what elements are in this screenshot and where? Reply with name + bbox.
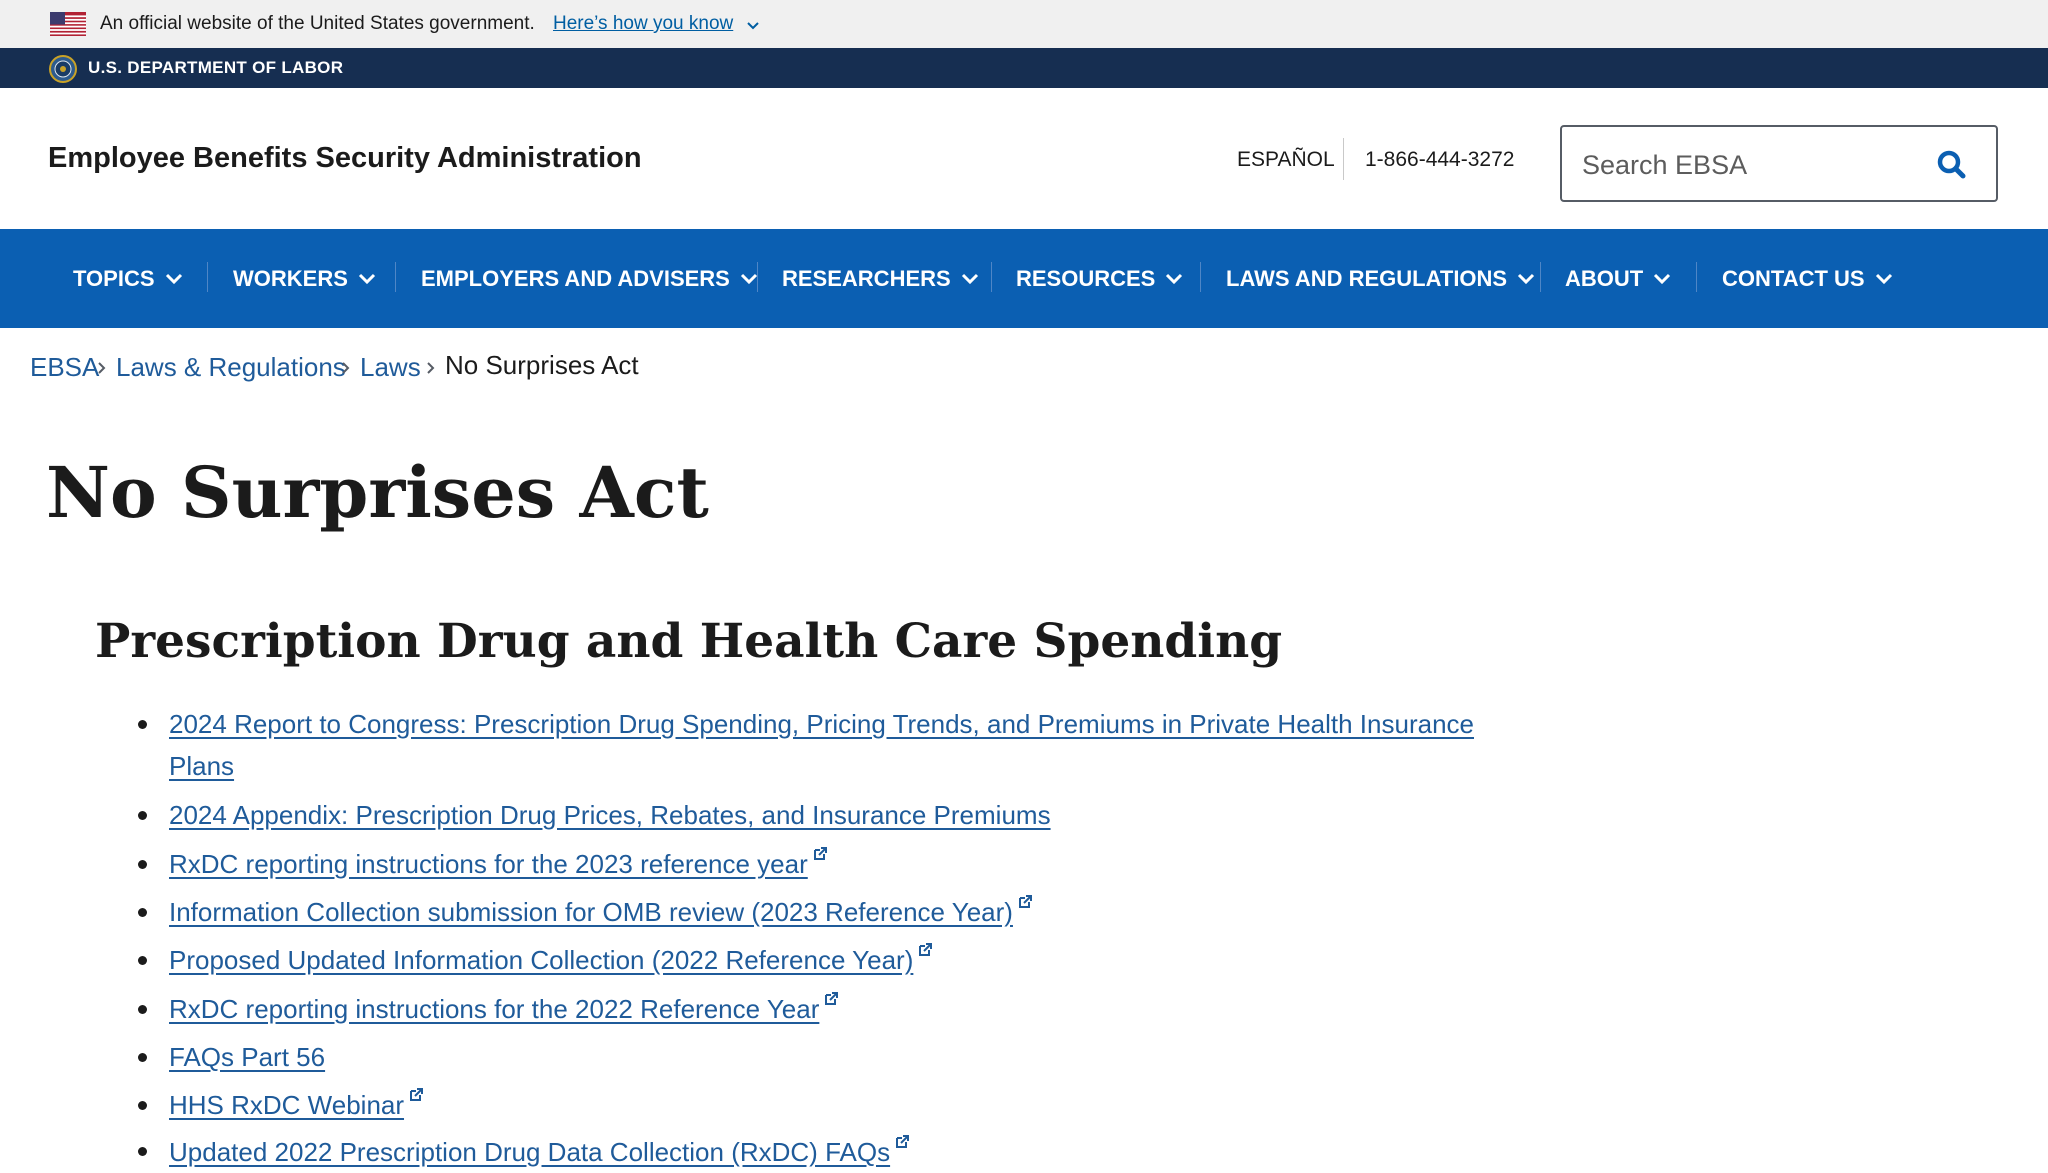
breadcrumb-ebsa[interactable]: EBSA [30,352,100,382]
nav-resources[interactable] [1016,229,1183,328]
header-divider [1343,138,1344,180]
nav-label: EMPLOYERS AND ADVISERS [421,265,730,291]
nav-divider [1696,262,1697,292]
search-icon[interactable] [1932,145,1972,185]
agency-bar [0,48,2048,88]
bullet [138,1053,147,1062]
breadcrumb-current: No Surprises Act [445,350,639,380]
external-link-icon [1016,893,1034,911]
nav-label: RESEARCHERS [782,265,951,291]
agency-name-link[interactable]: U.S. DEPARTMENT OF LABOR [88,58,344,77]
nav-laws-and-regulations[interactable] [1226,229,1535,328]
nav-label: TOPICS [73,265,155,291]
chevron-down-icon [1165,273,1183,285]
nav-label: WORKERS [233,265,348,291]
chevron-down-icon [1653,273,1671,285]
nav-label: CONTACT US [1722,265,1865,291]
link-updated-rxdc-faqs[interactable] [169,1131,911,1173]
nav-divider [757,262,758,292]
bullet [138,811,147,820]
nav-label: RESOURCES [1016,265,1156,291]
nav-topics[interactable] [73,229,183,328]
search-box [1560,125,1998,202]
chevron-down-icon [961,273,979,285]
nav-researchers[interactable] [782,229,979,328]
dol-seal-icon[interactable] [49,55,77,83]
espanol-link[interactable]: ESPAÑOL [1237,148,1335,171]
link-2024-report-to-congress-cont[interactable]: Plans [169,751,235,781]
bullet [138,908,147,917]
nav-workers[interactable] [233,229,376,328]
bullet [138,860,147,869]
external-link-icon [893,1133,911,1151]
link-hhs-rxdc-webinar[interactable] [169,1084,425,1126]
link-label: HHS RxDC Webinar [169,1090,405,1120]
us-flag-icon [50,12,86,36]
nav-divider [1200,262,1201,292]
page-title: No Surprises Act [46,451,709,534]
link-faqs-part-56[interactable]: FAQs Part 56 [169,1042,326,1072]
bullet [138,1005,147,1014]
link-rxdc-instructions-2022[interactable] [169,988,840,1030]
breadcrumb-laws[interactable]: Laws [360,352,421,382]
nav-label: ABOUT [1565,265,1644,291]
link-2024-appendix[interactable]: 2024 Appendix: Prescription Drug Prices, Rebates, and Insurance Premiums [169,800,1051,830]
bullet [138,956,147,965]
nav-contact-us[interactable] [1722,229,1893,328]
link-proposed-collection-2022[interactable] [169,939,934,981]
external-link-icon [822,990,840,1008]
chevron-right-icon [426,362,435,374]
how-you-know-link[interactable]: Here’s how you know [553,13,734,34]
nav-employers-and-advisers[interactable] [421,229,758,328]
link-omb-submission-2023[interactable] [169,891,1034,933]
link-label: Updated 2022 Prescription Drug Data Collection (RxDC) FAQs [169,1137,891,1167]
link-label: RxDC reporting instructions for the 2022 Reference Year [169,994,820,1024]
chevron-right-icon [97,362,106,374]
bullet [138,720,147,729]
gov-banner [0,0,2048,48]
link-label: Information Collection submission for OMB review (2023 Reference Year) [169,897,1013,927]
link-rxdc-instructions-2023[interactable] [169,843,829,885]
nav-divider [991,262,992,292]
link-label: RxDC reporting instructions for the 2023 reference year [169,849,808,879]
chevron-down-icon[interactable] [745,17,761,33]
bullet [138,1101,147,1110]
search-input[interactable] [1580,145,1914,185]
site-name-link[interactable]: Employee Benefits Security Administration [48,142,642,174]
nav-divider [395,262,396,292]
breadcrumb-laws-regulations[interactable]: Laws & Regulations [116,352,346,382]
nav-divider [207,262,208,292]
external-link-icon [811,845,829,863]
link-label: Proposed Updated Information Collection (2022 Reference Year) [169,945,914,975]
external-link-icon [407,1086,425,1104]
link-2024-report-to-congress[interactable]: 2024 Report to Congress: Prescription Drug Spending, Pricing Trends, and Premiums in Private Health Insurance [169,709,1474,739]
external-link-icon [916,941,934,959]
gov-banner-text: An official website of the United States government. [100,13,535,34]
phone-link[interactable]: 1-866-444-3272 [1365,148,1515,171]
nav-about[interactable] [1565,229,1671,328]
chevron-down-icon [165,273,183,285]
chevron-down-icon [1875,273,1893,285]
nav-label: LAWS AND REGULATIONS [1226,265,1508,291]
main-nav [0,229,2048,328]
chevron-down-icon [740,273,758,285]
chevron-down-icon [358,273,376,285]
nav-divider [1540,262,1541,292]
section-title: Prescription Drug and Health Care Spending [95,614,1283,669]
chevron-right-icon [341,362,350,374]
chevron-down-icon [1517,273,1535,285]
